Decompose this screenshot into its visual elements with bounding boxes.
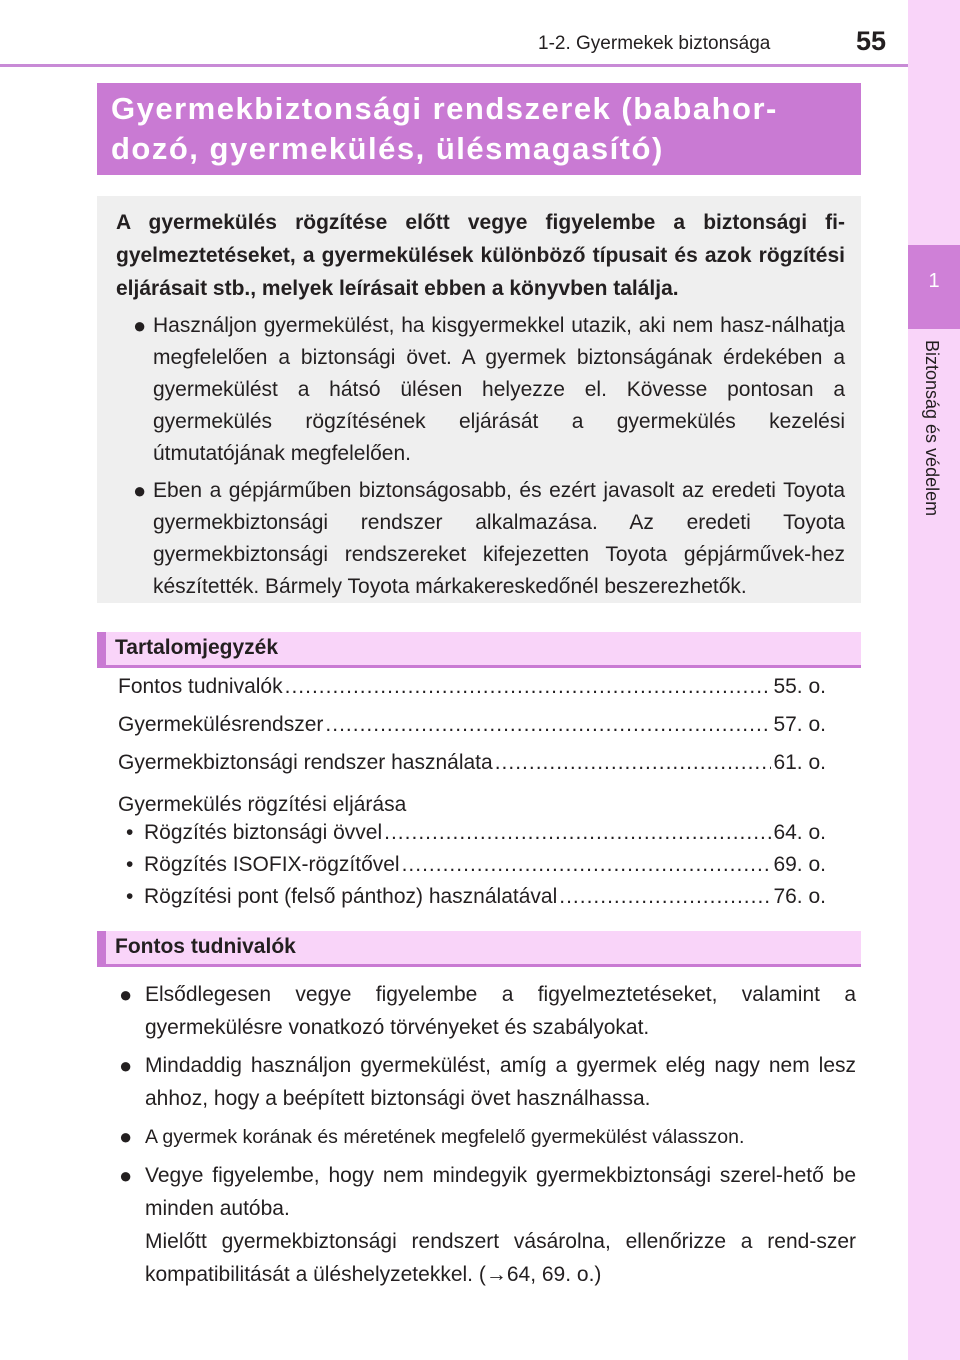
bullet-icon: ● (133, 313, 147, 338)
title-banner (97, 83, 861, 175)
intro-bullet-item (116, 475, 845, 603)
notes-section (119, 978, 856, 1296)
notes-bullet-list (119, 978, 856, 1291)
intro-bullet-text: Használjon gyermekülést, ha kisgyermekkel utazik, aki nem hasz-nálhatja megfelelően a biztonsági övet. A gyermek biztonságának érdekében a gyermekülést a hátsó ülésen helyezze el. Kövesse pontosan a gyermekülés rögzítésének eljárását a gyermekülés kezelési útmutatójának megfelelően. (153, 314, 845, 465)
toc-group-title: Gyermekülés rögzítési eljárása (118, 793, 407, 816)
toc-leader-dots (325, 713, 771, 737)
sub-bullet-icon: • (126, 853, 134, 876)
toc-leader-dots (285, 675, 772, 699)
notes-bullet-text: Vegye figyelembe, hogy nem mindegyik gyermekbiztonsági szerel-hető be minden autóba. (145, 1164, 856, 1220)
header-rule (0, 64, 908, 67)
chapter-label: Biztonság és védelem (922, 340, 942, 517)
notes-bullet-item (119, 1049, 856, 1115)
sub-bullet-icon: • (126, 821, 134, 844)
table-of-contents (118, 675, 826, 917)
page-number: 55 (856, 26, 887, 56)
bullet-icon: ● (119, 1053, 133, 1078)
toc-sub-entry-page: 76. o. (773, 885, 826, 908)
intro-bullet-item (116, 310, 845, 470)
toc-entry-page: 57. o. (773, 713, 826, 736)
toc-sub-entry-page: 64. o. (773, 821, 826, 844)
toc-sub-entry-page: 69. o. (773, 853, 826, 876)
toc-sub-entry-title: Rögzítés biztonsági övvel (144, 821, 383, 844)
toc-sub-entry[interactable] (118, 853, 826, 885)
toc-sub-entry-title: Rögzítés ISOFIX-rögzítővel (144, 853, 400, 876)
toc-entry-page: 55. o. (773, 675, 826, 698)
toc-leader-dots (559, 885, 771, 909)
notes-bullet-item (119, 1159, 856, 1291)
page-title (111, 89, 847, 169)
bullet-icon: ● (133, 478, 147, 503)
toc-entry-title: Gyermekbiztonsági rendszer használata (118, 751, 493, 774)
chapter-side-tab (908, 0, 960, 1360)
toc-leader-dots (402, 853, 772, 877)
toc-entry[interactable] (118, 675, 826, 713)
notes-bullet-text: Mindaddig használjon gyermekülést, amíg a gyermek elég nagy nem lesz ahhoz, hogy a beépített biztonsági övet használhassa. (145, 1054, 856, 1110)
toc-entry[interactable] (118, 713, 826, 751)
intro-box (97, 196, 861, 603)
page-title-line-1: Gyermekbiztonsági rendszerek (babahor- (111, 91, 778, 126)
notes-bullet-extra-text: Mielőtt gyermekbiztonsági rendszert vásárolna, ellenőrizze a rend-szer kompatibilitását a üléshelyzetekkel. (→64, 69. o.) (145, 1230, 856, 1286)
toc-entry-title: Fontos tudnivalók (118, 675, 283, 698)
toc-heading: Tartalomjegyzék (97, 632, 861, 668)
bullet-icon: ● (119, 1124, 133, 1149)
notes-bullet-item (119, 978, 856, 1044)
toc-sub-entry[interactable] (118, 821, 826, 853)
toc-entry-title: Gyermekülésrendszer (118, 713, 324, 736)
toc-entry[interactable] (118, 751, 826, 789)
intro-bullet-text: Eben a gépjárműben biztonságosabb, és ezért javasolt az eredeti Toyota gyermekbiztonsági rendszer alkalmazása. Az eredeti Toyota gyermekbiztonsági rendszereket kifejezetten Toyota gépjárművek-hez készítették. Bármely Toyota márkakereskedőnél beszerezhetők. (153, 479, 845, 598)
notes-bullet-text: Elsődlegesen vegye figyelembe a figyelmeztetéseket, valamint a gyermekülésre vonatkozó törvényeket és szabályokat. (145, 983, 856, 1039)
intro-lead: A gyermekülés rögzítése előtt vegye figyelembe a biztonsági fi-gyelmeztetéseket, a gyermekülések különböző típusait és azok rögzítési eljárásait stb., melyek leírásait ebben a könyvben találja. (116, 211, 845, 300)
toc-entry-page: 61. o. (773, 751, 826, 774)
notes-bullet-text: A gyermek korának és méretének megfelelő gyermekülést válasszon. (145, 1126, 745, 1148)
toc-leader-dots (495, 751, 772, 775)
sub-bullet-icon: • (126, 885, 134, 908)
intro-bullet-list (116, 310, 845, 603)
toc-sub-entry[interactable] (118, 885, 826, 917)
toc-sub-entry-title: Rögzítési pont (felső pánthoz) használatával (144, 885, 558, 908)
toc-leader-dots (384, 821, 771, 845)
bullet-icon: ● (119, 982, 133, 1007)
bullet-icon: ● (119, 1163, 133, 1188)
page-title-line-2: dozó, gyermekülés, ülésmagasító) (111, 131, 664, 166)
section-title: 1-2. Gyermekek biztonsága (538, 33, 771, 54)
notes-heading: Fontos tudnivalók (97, 931, 861, 967)
notes-bullet-item (119, 1120, 856, 1154)
chapter-number: 1 (928, 270, 940, 292)
page-header (0, 0, 908, 66)
